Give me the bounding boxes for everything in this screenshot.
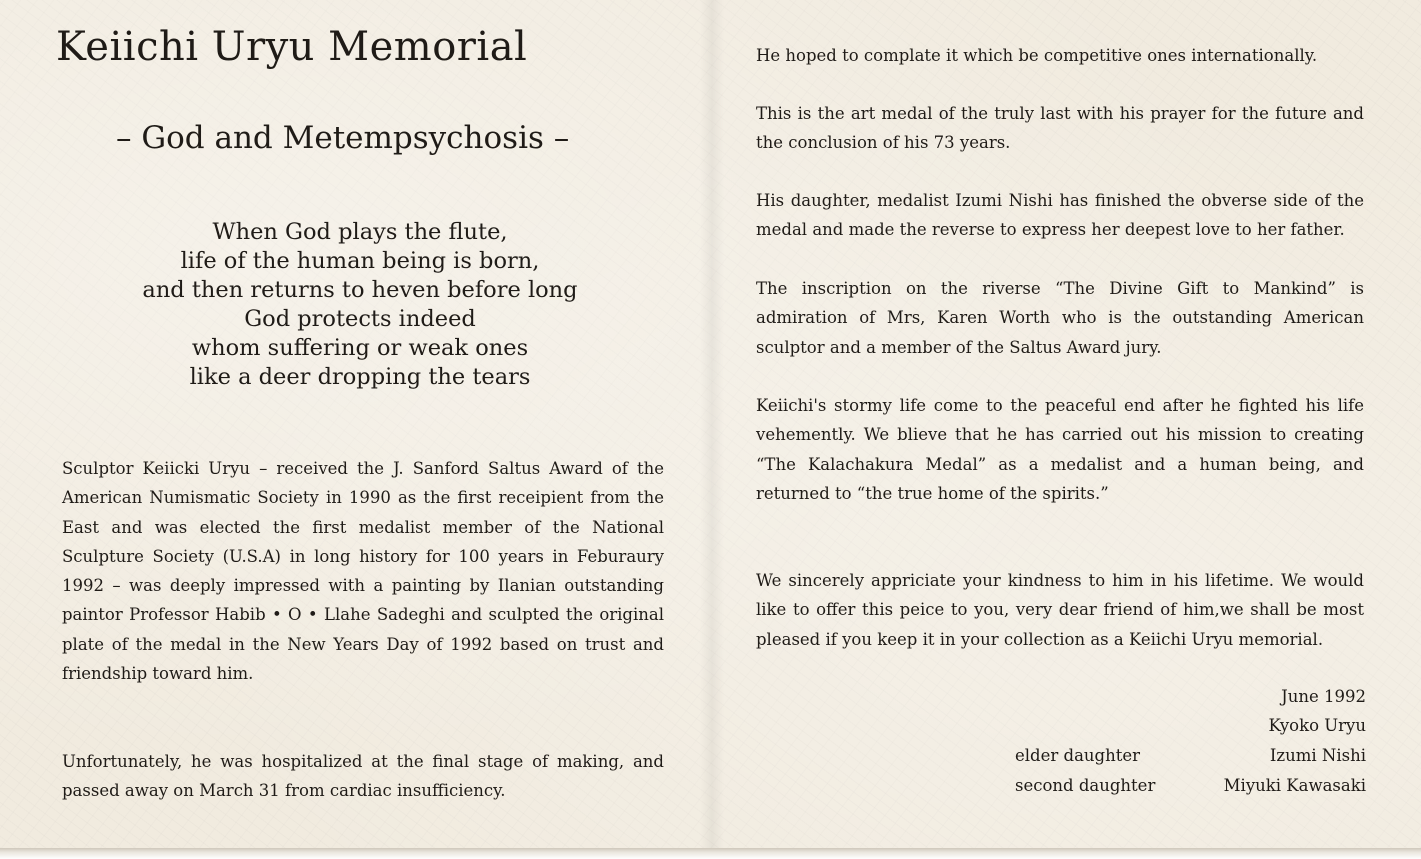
page-subtitle: – God and Metempsychosis – <box>116 120 570 156</box>
page-title: Keiichi Uryu Memorial <box>56 24 528 70</box>
daughter-paragraph: His daughter, medalist Izumi Nishi has finished the obverse side of the medal and made the reverse to express her deepest love to her father. <box>756 191 1364 240</box>
signature-signer: Kyoko Uryu <box>1268 716 1366 735</box>
poem <box>60 218 660 392</box>
hope-paragraph: He hoped to complate it which be competitive ones internationally. <box>756 46 1318 65</box>
stormy-life-paragraph: Keiichi's stormy life come to the peaceful end after he fighted his life vehemently. We blieve that he has carried out his mission to creating “The Kalachakura Medal” as a medalist and a human being, and returned to “the true home of the spirits.” <box>756 396 1364 503</box>
poem-line: When God plays the flute, <box>212 219 508 245</box>
signature-date: June 1992 <box>1281 687 1366 706</box>
poem-line: like a deer dropping the tears <box>189 364 531 390</box>
second-daughter-label: second daughter <box>1015 776 1156 795</box>
poem-line: life of the human being is born, <box>180 248 540 274</box>
passing-paragraph: Unfortunately, he was hospitalized at the final stage of making, and passed away on March 31 from cardiac insufficiency. <box>62 752 664 801</box>
poem-line: whom suffering or weak ones <box>191 335 529 361</box>
gratitude-paragraph: We sincerely appriciate your kindness to him in his lifetime. We would like to offer this peice to you, very dear friend of him,we shall be most pleased if you keep it in your collection as a Keiichi Uryu memorial. <box>756 571 1364 649</box>
biography-paragraph: Sculptor Keiicki Uryu – received the J. Sanford Saltus Award of the American Numismatic Society in 1990 as the first receipient from the East and was elected the first medalist member of the National Sculpture Society (U.S.A) in long history for 100 years in Feburaury 1992 – was deeply impressed with a painting by Ilanian outstanding paintor Professor Habib • O • Llahe Sadeghi and sculpted the original plate of the medal in the New Years Day of 1992 based on trust and friendship toward him. <box>62 459 664 684</box>
poem-line: and then returns to heven before long <box>142 277 578 303</box>
second-daughter-name: Miyuki Kawasaki <box>1223 776 1366 795</box>
elder-daughter-label: elder daughter <box>1015 746 1140 765</box>
poem-line: God protects indeed <box>244 306 476 332</box>
paper-bottom-edge <box>0 848 1421 859</box>
elder-daughter-name: Izumi Nishi <box>1269 746 1366 765</box>
last-medal-paragraph: This is the art medal of the truly last with his prayer for the future and the conclusion of his 73 years. <box>756 104 1364 153</box>
inscription-paragraph: The inscription on the riverse “The Divine Gift to Mankind” is admiration of Mrs, Karen Worth who is the outstanding American sculptor and a member of the Saltus Award jury. <box>756 279 1364 357</box>
center-fold <box>700 0 724 848</box>
